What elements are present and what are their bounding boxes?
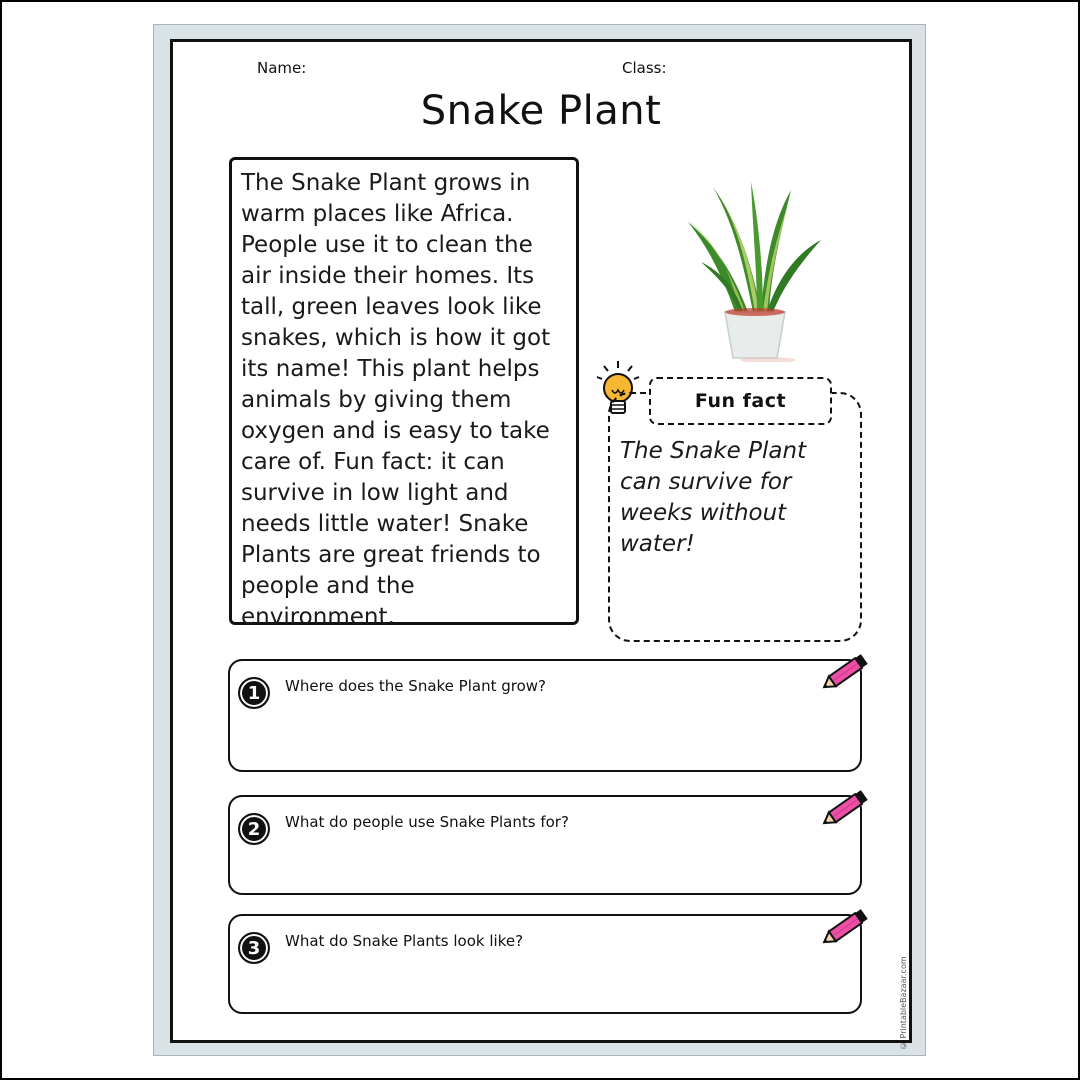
fun-fact-text: The Snake Plant can survive for weeks without water! [620, 438, 807, 557]
question-box-2[interactable] [228, 795, 862, 895]
worksheet-sheet [153, 24, 926, 1056]
question-number-badge: 3 [238, 932, 270, 964]
pencil-icon [818, 649, 874, 697]
question-number-badge: 2 [238, 813, 270, 845]
question-box-1[interactable] [228, 659, 862, 772]
pencil-icon [818, 785, 874, 833]
worksheet-page [170, 39, 912, 1050]
name-label: Name: [257, 59, 307, 77]
question-text: What do Snake Plants look like? [285, 932, 524, 950]
copyright-watermark: © PrintableBazaar.com [899, 956, 908, 1050]
question-text: What do people use Snake Plants for? [285, 813, 569, 831]
question-box-3[interactable] [228, 914, 862, 1014]
page-title: Snake Plant [420, 88, 662, 134]
class-label: Class: [622, 59, 667, 77]
snake-plant-illustration [673, 162, 823, 362]
fun-fact-heading: Fun fact [649, 377, 832, 425]
pencil-icon [818, 904, 874, 952]
question-text: Where does the Snake Plant grow? [285, 677, 546, 695]
reading-passage: The Snake Plant grows in warm places like Africa. People use it to clean the air inside their homes. Its tall, green leaves look like snakes, which is how it got its name! This plant helps animals by giving them oxygen and is easy to take care of. Fun fact: it can survive in low light and needs little water! Snake Plants are great friends to people and the environment. [229, 157, 579, 625]
question-number-badge: 1 [238, 677, 270, 709]
